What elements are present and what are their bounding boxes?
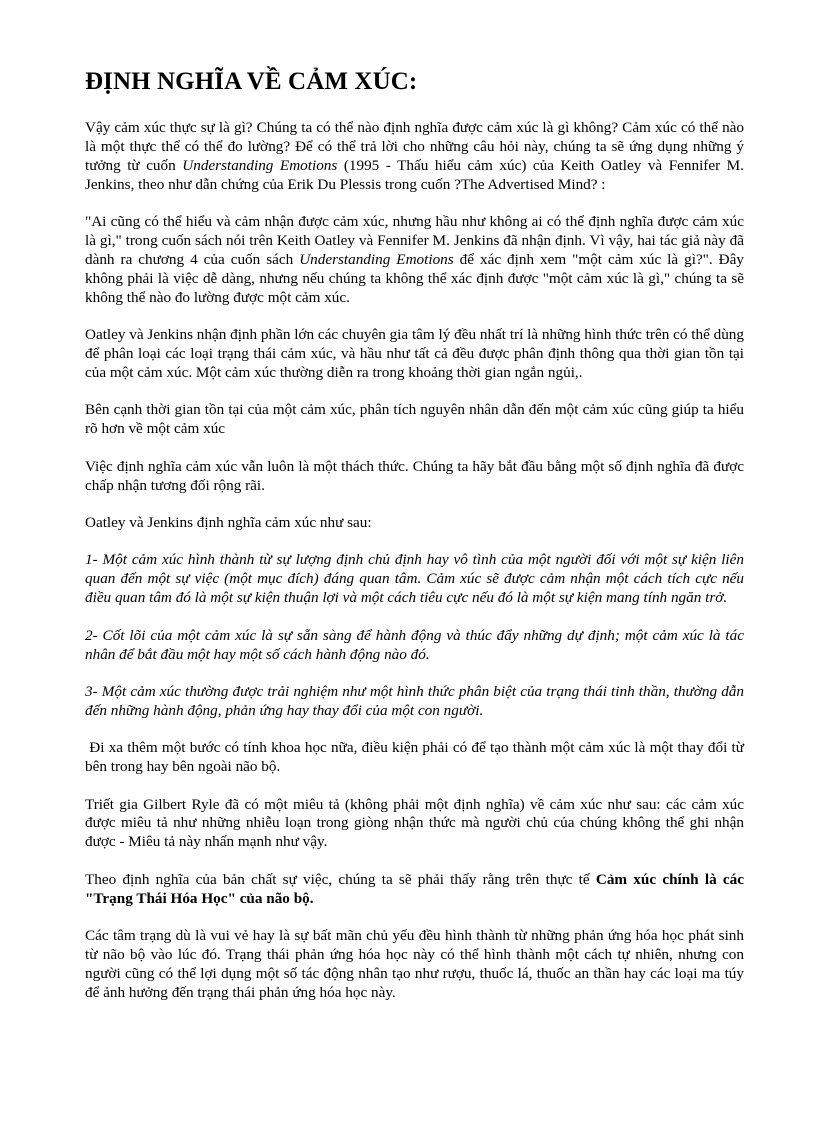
definition-item-3: 3- Một cảm xúc thường được trải nghiệm như một hình thức phân biệt của trạng thái tinh thần, thường dẫn đến những hành động, phản ứng hay thay đổi của một con người. (85, 682, 744, 719)
paragraph-challenge: Việc định nghĩa cảm xúc vẫn luôn là một thách thức. Chúng ta hãy bắt đầu bằng một số định nghĩa đã được chấp nhận tương đối rộng rãi. (85, 457, 744, 494)
paragraph-ryle: Triết gia Gilbert Ryle đã có một miêu tả (không phải một định nghĩa) về cảm xúc như sau: các cảm xúc được miêu tả như những nhiễu loạn trong giòng nhận thức mà người chủ của chúng không thể ghi nhận được - Miêu tả này nhấn mạnh như vậy. (85, 795, 744, 851)
paragraph-moods: Các tâm trạng dù là vui vẻ hay là sự bất mãn chủ yếu đều hình thành từ những phản ứng hóa học phát sinh từ não bộ vào lúc đó. Trạng thái phản ứng hóa học này có thể hình thành một cách tự nhiên, nhưng con người cũng có thể lợi dụng một số tác động nhân tạo như rượu, thuốc lá, thuốc an thần hay các loại ma túy để ảnh hưởng đến trạng thái phản ứng hóa học này. (85, 927, 744, 1001)
document-page (85, 58, 748, 1021)
paragraph-quote-text-b: để xác định xem "một cảm xúc là gì?". Đây không phải là việc dễ dàng, nhưng nếu chúng ta không thể xác định được "một cảm xúc là gì," chúng ta sẽ không thể nào đo lường được một cảm xúc. (85, 250, 744, 306)
definition-item-2: 2- Cốt lõi của một cảm xúc là sự sẵn sàng để hành động và thúc đẩy những dự định; một cảm xúc là tác nhân để bắt đầu một hay một số cách hành động nào đó. (85, 626, 744, 663)
paragraph-quote-text-a: "Ai cũng có thể hiểu và cảm nhận được cảm xúc, nhưng hầu như không ai có thể định nghĩa được cảm xúc là gì," trong cuốn sách nói trên Keith Oatley và Fennifer M. Jenkins đã nhận định. Vì vậy, hai tác giả này đã dành ra chương 4 của cuốn sách (85, 213, 744, 268)
paragraph-chemical-state-text: Theo định nghĩa của bản chất sự việc, chúng ta sẽ phải thấy rằng trên thực tế (85, 870, 596, 888)
paragraph-cause: Bên cạnh thời gian tồn tại của một cảm xúc, phân tích nguyên nhân dẫn đến một cảm xúc cũng giúp ta hiểu rõ hơn về một cảm xúc (85, 401, 744, 438)
book-title: Understanding Emotions (182, 156, 338, 174)
paragraph-definition-lead: Oatley và Jenkins định nghĩa cảm xúc như sau: (85, 514, 372, 531)
definition-item-1: 1- Một cảm xúc hình thành từ sự lượng định chủ định hay vô tình của một người đối với một sự kiện liên quan đến một sự việc (một mục đích) đáng quan tâm. Cảm xúc sẽ được cảm nhận một cách tích cực nếu điều quan tâm đó là một sự kiện thuận lợi và một cách tiêu cực nếu đó là một sự kiện mang tính ngăn trở. (85, 551, 744, 607)
paragraph-chemical-state (85, 871, 744, 909)
key-statement: Cảm xúc chính là các "Trạng Thái Hóa Học" của não bộ. (85, 870, 744, 907)
paragraph-intro-text-a: Vậy cảm xúc thực sự là gì? Chúng ta có thể nào định nghĩa được cảm xúc là gì không? Cảm xúc có thể nào là một thực thể có thể đo lường? Để có thể trả lời cho những câu hỏi này, chúng ta sẽ ứng dụng những ý tưởng từ cuốn (85, 119, 744, 174)
page-title: ĐỊNH NGHĨA VỀ CẢM XÚC: (85, 68, 418, 95)
paragraph-classification: Oatley và Jenkins nhận định phần lớn các chuyên gia tâm lý đều nhất trí là những hình thức trên có thể dùng để phân loại các loại trạng thái cảm xúc, và hầu như tất cả đều được phân định thông qua thời gian tồn tại của một cảm xúc. Một cảm xúc thường diễn ra trong khoảng thời gian ngắn ngủi,. (85, 326, 744, 381)
paragraph-intro (85, 119, 744, 195)
paragraph-quote (85, 213, 744, 308)
paragraph-scientific: Đi xa thêm một bước có tính khoa học nữa, điều kiện phải có để tạo thành một cảm xúc là một thay đổi từ bên trong hay bên ngoài não bộ. (85, 739, 748, 776)
paragraph-intro-text-b: (1995 - Thấu hiểu cảm xúc) của Keith Oatley và Fennifer M. Jenkins, theo như dẫn chứng của Erik Du Plessis trong cuốn ?The Advertised Mind? : (85, 156, 744, 193)
book-title: Understanding Emotions (299, 250, 454, 268)
